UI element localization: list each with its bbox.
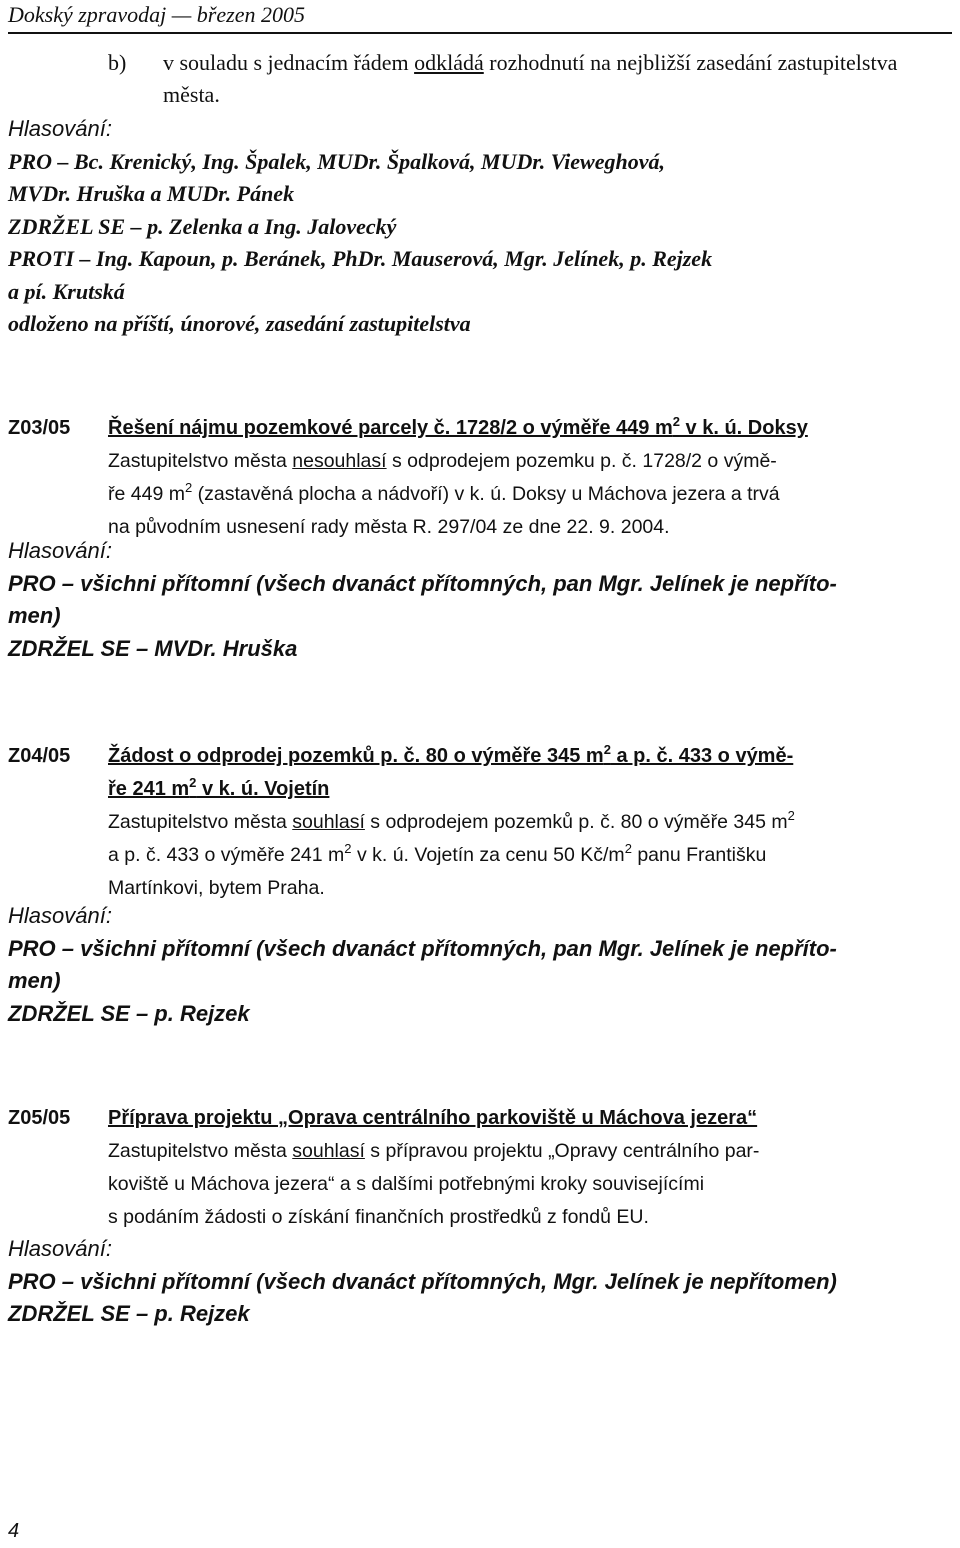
resolution-number: Z04/05	[8, 745, 71, 767]
vote-line: MVDr. Hruška a MUDr. Pánek	[8, 181, 295, 206]
resolution-title: Příprava projektu „Oprava centrálního parkoviště u Máchova jezera“	[108, 1107, 758, 1129]
vote-block-3	[8, 900, 953, 1030]
vote-line: odloženo na příští, únorové, zasedání zastupitelstva	[8, 311, 471, 336]
page-header	[8, 0, 952, 34]
item-b-label: b)	[108, 50, 127, 75]
vote-heading: Hlasování:	[8, 538, 112, 563]
resolution-body: Zastupitelstvo města souhlasí s přípravou projektu „Opravy centrálního par- koviště u Máchova jezera“ a s dalšími potřebnými kroky souvisejícími s podáním žádosti o získání finančních prostředků z fondů EU.	[108, 1140, 760, 1228]
vote-line: PRO – všichni přítomní (všech dvanáct přítomných, pan Mgr. Jelínek je nepříto-	[8, 935, 837, 961]
vote-line: PROTI – Ing. Kapoun, p. Beránek, PhDr. Mauserová, Mgr. Jelínek, p. Rejzek	[8, 246, 713, 271]
item-b-text: v souladu s jednacím řádem odkládá rozhodnutí na nejbližší zasedání zastupitelstva města.	[163, 50, 898, 107]
vote-line: ZDRŽEL SE – MVDr. Hruška	[8, 635, 298, 661]
resolution-number: Z05/05	[8, 1107, 71, 1129]
vote-line: ZDRŽEL SE – p. Rejzek	[8, 1301, 250, 1326]
vote-line: ZDRŽEL SE – p. Zelenka a Ing. Jalovecký	[8, 213, 397, 239]
vote-line: PRO – všichni přítomní (všech dvanáct přítomných, pan Mgr. Jelínek je nepříto-	[8, 570, 837, 596]
page-number: 4	[8, 1520, 20, 1542]
resolution-title: Žádost o odprodej pozemků p. č. 80 o výměře 345 $m^2$ a p. č. 433 o výmě- ře 241 $m^2$ v k. ú. Vojetín	[108, 742, 794, 800]
vote-block-4	[8, 1233, 953, 1331]
resolution-number: Z03/05	[8, 417, 71, 439]
vote-block-2	[8, 535, 953, 665]
vote-line: PRO – Bc. Krenický, Ing. Špalek, MUDr. Špalková, MUDr. Vieweghová,	[8, 148, 665, 174]
header-title: Dokský zpravodaj — březen 2005	[8, 2, 305, 27]
vote-line: PRO – všichni přítomní (všech dvanáct přítomných, Mgr. Jelínek je nepřítomen)	[8, 1268, 837, 1294]
vote-block-1	[8, 113, 953, 341]
resolution-body: Zastupitelstvo města souhlasí s odprodejem pozemků p. č. 80 o výměře 345 $m^2$ a p. č. 433 o výměře 241 $m^2$ v k. ú. Vojetín za cenu 50 $Kč/m^2$ panu Františku Martínkovi, bytem Praha.	[108, 808, 795, 899]
vote-heading: Hlasování:	[8, 1236, 112, 1261]
vote-line: men)	[8, 968, 61, 993]
resolution-body: Zastupitelstvo města nesouhlasí s odprodejem pozemku p. č. 1728/2 o výmě- ře 449 $m^2$ (zastavěná plocha a nádvoří) v k. ú. Doksy u Máchova jezera a trvá na původním usnesení rady města R. 297/04 ze dne 22. 9. 2004.	[108, 450, 780, 538]
vote-line: ZDRŽEL SE – p. Rejzek	[8, 1000, 250, 1026]
vote-line: a pí. Krutská	[8, 278, 125, 304]
vote-line: men)	[8, 603, 61, 628]
resolution-title: Řešení nájmu pozemkové parcely č. 1728/2 o výměře 449 $m^2$ v k. ú. Doksy	[108, 414, 808, 439]
vote-heading: Hlasování:	[8, 903, 112, 928]
vote-heading: Hlasování:	[8, 116, 112, 141]
